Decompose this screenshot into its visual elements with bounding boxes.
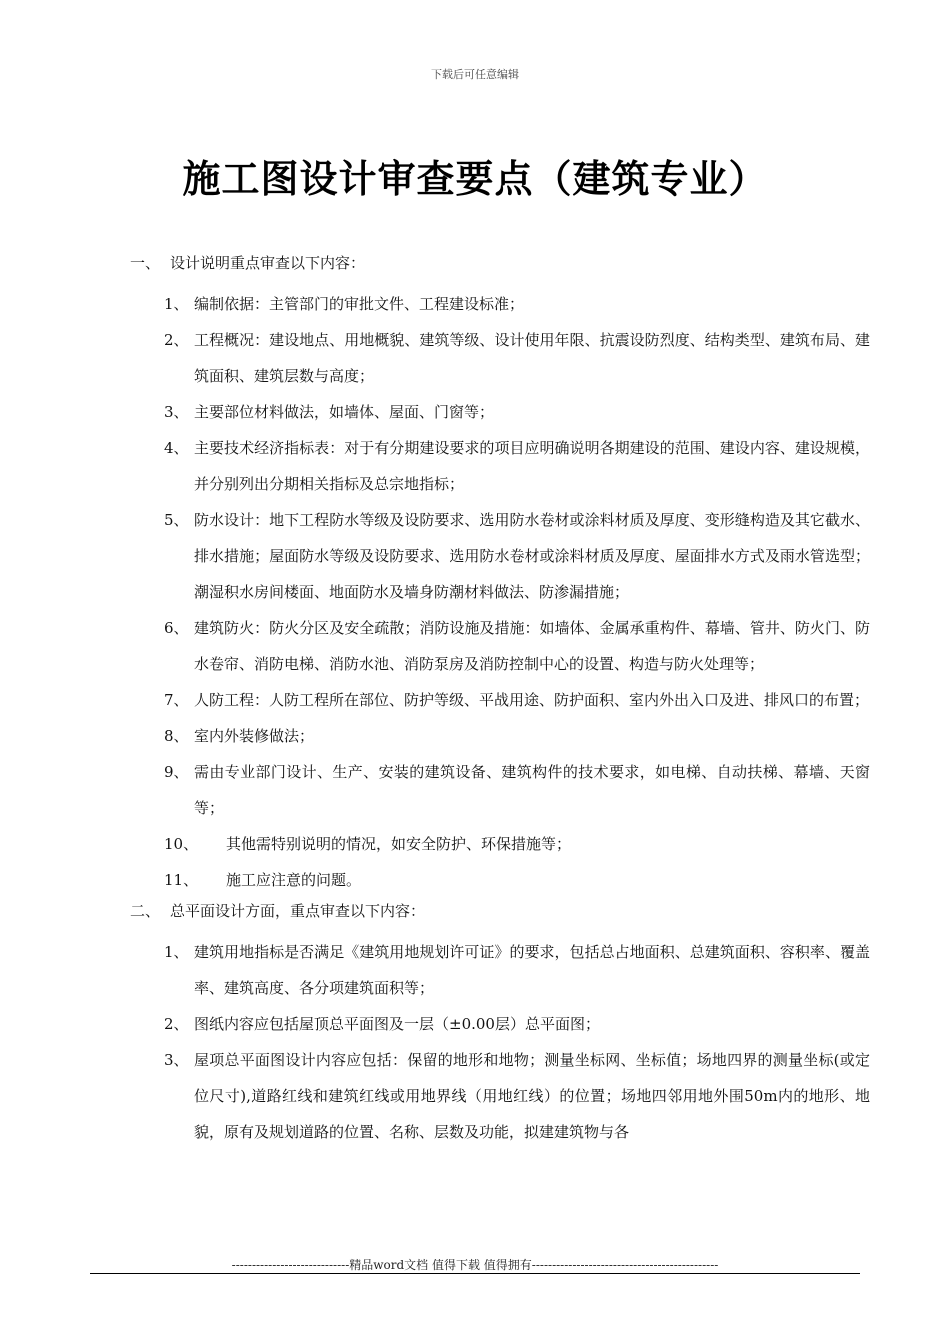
item-text: 防水设计：地下工程防水等级及设防要求、选用防水卷材或涂料材质及厚度、变形缝构造及其它截水、排水措施；屋面防水等级及设防要求、选用防水卷材或涂料材质及厚度、屋面排水方式及雨水管选型；潮湿积水房间楼面、地面防水及墙身防潮材料做法、防渗漏措施； <box>194 511 870 601</box>
item-number: 9、 <box>164 763 189 781</box>
item-text: 主要部位材料做法，如墙体、屋面、门窗等； <box>194 403 495 421</box>
item-number: 10、 <box>164 835 199 853</box>
item-text: 工程概况：建设地点、用地概貌、建筑等级、设计使用年限、抗震设防烈度、结构类型、建筑布局、建筑面积、建筑层数与高度； <box>194 331 870 385</box>
item-text: 需由专业部门设计、生产、安装的建筑设备、建筑构件的技术要求，如电梯、自动扶梯、幕墙、天窗等； <box>194 763 870 817</box>
list-item <box>164 1042 870 1150</box>
section-heading <box>130 250 860 286</box>
item-number: 5、 <box>164 511 189 529</box>
item-text: 编制依据：主管部门的审批文件、工程建设标准； <box>194 295 525 313</box>
list-item <box>164 718 870 754</box>
section-text: 设计说明重点审查以下内容： <box>170 254 366 272</box>
list-item <box>164 430 870 502</box>
footer-divider <box>90 1273 860 1274</box>
item-number: 8、 <box>164 727 189 745</box>
list-item <box>164 1006 870 1042</box>
item-text: 主要技术经济指标表：对于有分期建设要求的项目应明确说明各期建设的范围、建设内容、建设规模，并分别列出分期相关指标及总宗地指标； <box>194 439 870 493</box>
page-title: 施工图设计审查要点（建筑专业） <box>182 156 768 201</box>
list-item <box>164 826 870 862</box>
list-item <box>164 322 870 394</box>
list-item <box>164 862 870 898</box>
section-text: 总平面设计方面，重点审查以下内容： <box>170 902 426 920</box>
item-text: 建筑防火：防火分区及安全疏散；消防设施及措施：如墙体、金属承重构件、幕墙、管井、防火门、防水卷帘、消防电梯、消防水池、消防泵房及消防控制中心的设置、构造与防火处理等； <box>194 619 870 673</box>
item-number: 2、 <box>164 331 189 349</box>
footer-text: -----------------------------精品word文档 值得下载 值得拥有---------------------------------------------- <box>231 1258 719 1272</box>
list-item <box>164 610 870 682</box>
item-text: 室内外装修做法； <box>194 727 315 745</box>
item-text: 屋项总平面图设计内容应包括：保留的地形和地物；测量坐标网、坐标值；场地四界的测量坐标(或定位尺寸),道路红线和建筑红线或用地界线（用地红线）的位置；场地四邻用地外围50m内的地形、地貌，原有及规划道路的位置、名称、层数及功能，拟建建筑物与各 <box>194 1051 870 1141</box>
list-item <box>164 502 870 610</box>
item-number: 3、 <box>164 1051 189 1069</box>
list-item <box>164 754 870 826</box>
item-number: 2、 <box>164 1015 189 1033</box>
document-body <box>0 250 950 1150</box>
item-text: 施工应注意的问题。 <box>226 871 362 889</box>
list-item <box>164 394 870 430</box>
item-text: 图纸内容应包括屋顶总平面图及一层（±0.00层）总平面图； <box>194 1015 600 1033</box>
item-number: 4、 <box>164 439 189 457</box>
item-text: 建筑用地指标是否满足《建筑用地规划许可证》的要求，包括总占地面积、总建筑面积、容积率、覆盖率、建筑高度、各分项建筑面积等； <box>194 943 870 997</box>
header-note: 下载后可任意编辑 <box>431 68 519 81</box>
item-number: 6、 <box>164 619 189 637</box>
section-number: 二、 <box>130 902 161 920</box>
item-number: 7、 <box>164 691 189 709</box>
item-number: 1、 <box>164 295 189 313</box>
section-heading <box>130 898 860 934</box>
item-number: 3、 <box>164 403 189 421</box>
item-text: 其他需特别说明的情况，如安全防护、环保措施等； <box>226 835 572 853</box>
list-item <box>164 286 870 322</box>
item-text: 人防工程：人防工程所在部位、防护等级、平战用途、防护面积、室内外出入口及进、排风口的布置； <box>194 691 870 709</box>
list-item <box>164 934 870 1006</box>
item-number: 1、 <box>164 943 189 961</box>
list-item <box>164 682 870 718</box>
item-number: 11、 <box>164 871 199 889</box>
section-number: 一、 <box>130 254 161 272</box>
